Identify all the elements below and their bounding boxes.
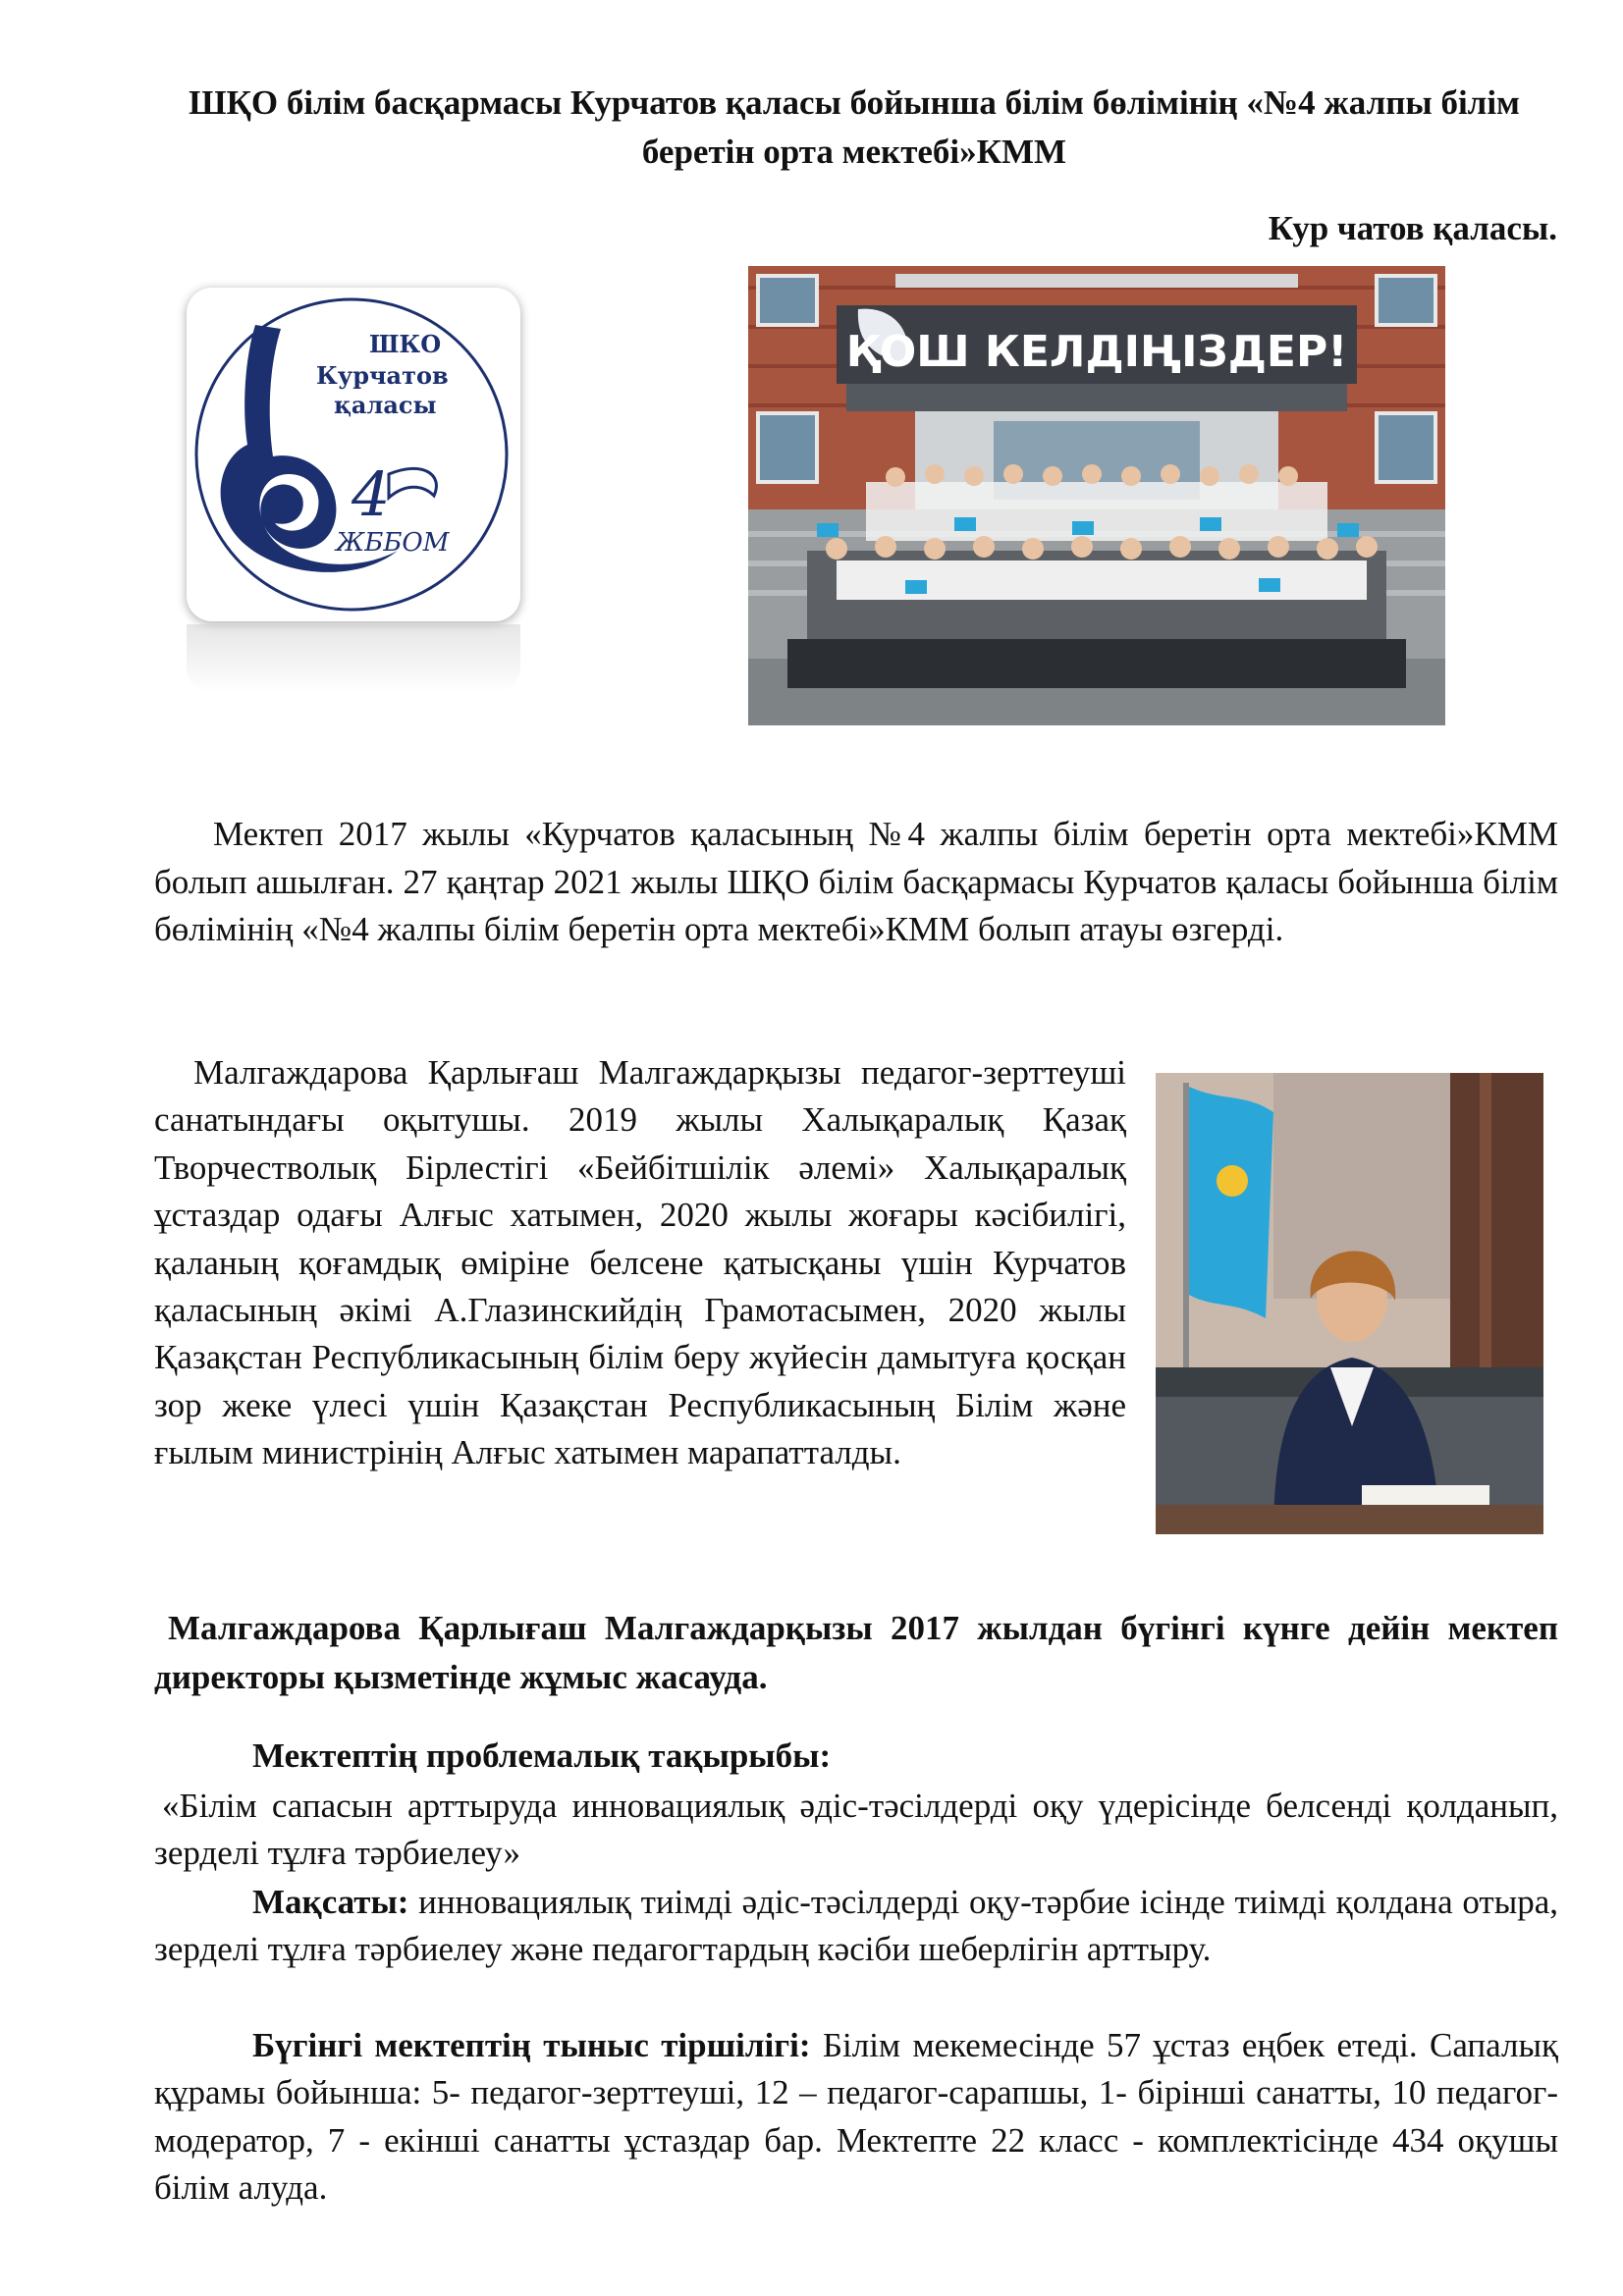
- students-group: [787, 464, 1406, 688]
- problem-heading: Мектептің проблемалық тақырыбы:: [252, 1736, 832, 1775]
- document-title: ШҚО білім басқармасы Курчатов қаласы бойынша білім бөлімінің «№4 жалпы білім беретін орта мектебі»КММ: [189, 83, 1520, 171]
- logo-line-3: қаласы: [334, 391, 437, 419]
- logo-reflection: [187, 624, 520, 693]
- goal-label: Мақсаты:: [252, 1883, 409, 1921]
- goal-paragraph: [154, 1879, 1558, 1974]
- school-logo: [187, 288, 520, 621]
- director-portrait: [1156, 1073, 1543, 1534]
- director-bio-paragraph: Малгаждарова Қарлығаш Малгаждарқызы педагог-зерттеуші санатындағы оқытушы. 2019 жылы Халықаралық Қазақ Творчестволық Бірлестігі «Бейбітшілік әлемі» Халықаралық ұстаздар одағы Алғыс хатымен, 2020 жылы жоғары кәсібилігі, қаланың қоғамдық өміріне белсене қатысқаны үшін Курчатов қаласының әкімі А.Глазинскийдің Грамотасымен, 2020 жылы Қазақстан Республикасының білім беру жүйесін дамытуға қосқан зор жеке үлесі үшін Қазақстан Республикасының Білім және ғылым министрінің Алғыс хатымен марапатталды.: [154, 1053, 1126, 1472]
- logo-line-1: ШКО: [369, 330, 442, 358]
- school-building-photo: [748, 266, 1445, 725]
- history-paragraph: Мектеп 2017 жылы «Курчатов қаласының №4 жалпы білім беретін орта мектебі»КММ болып ашылған. 27 қаңтар 2021 жылы ШҚО білім басқармасы Курчатов қаласы бойынша білім бөлімінің «№4 жалпы білім беретін орта мектебі»КММ болып атауы өзгерді.: [154, 815, 1558, 949]
- logo-line-2: Курчатов: [316, 361, 449, 390]
- school-life-text: Білім мекемесінде 57 ұстаз еңбек етеді. Сапалық құрамы бойынша: 5- педагог-зерттеуші, 12 – педагог-сарапшы, 1- бірінші санатты, 10 педагог-модератор, 7 - екінші санатты ұстаздар бар. Мектепте 22 класс - комплектісінде 434 оқушы білім алуда.: [154, 2026, 1558, 2208]
- director-role-paragraph: Малгаждарова Қарлығаш Малгаждарқызы 2017 жылдан бүгінгі күнге дейін мектеп директоры қызметінде жұмыс жасауда.: [154, 1609, 1558, 1696]
- logo-number: 4: [352, 458, 391, 530]
- goal-text: инновациялық тиімді әдіс-тәсілдерді оқу-тәрбие ісінде тиімді қолдана отыра, зерделі тұлға тәрбиелеу және педагогтардың кәсіби шеберлігін арттыру.: [154, 1883, 1558, 1969]
- welcome-banner: ҚОШ КЕЛДІҢІЗДЕР!: [845, 327, 1348, 377]
- school-life-paragraph: [154, 2022, 1558, 2213]
- city-label: Кур чатов қаласы.: [1268, 209, 1557, 247]
- logo-abbr: ЖББОМ: [336, 528, 450, 558]
- flag-icon: [1189, 1087, 1273, 1318]
- problem-text: «Білім сапасын арттыруда инновациялық әдіс-тәсілдерді оқу үдерісінде белсенді қолданып, зерделі тұлға тәрбиелеу»: [154, 1787, 1558, 1873]
- school-life-label: Бүгінгі мектептің тыныс тіршілігі:: [252, 2026, 811, 2064]
